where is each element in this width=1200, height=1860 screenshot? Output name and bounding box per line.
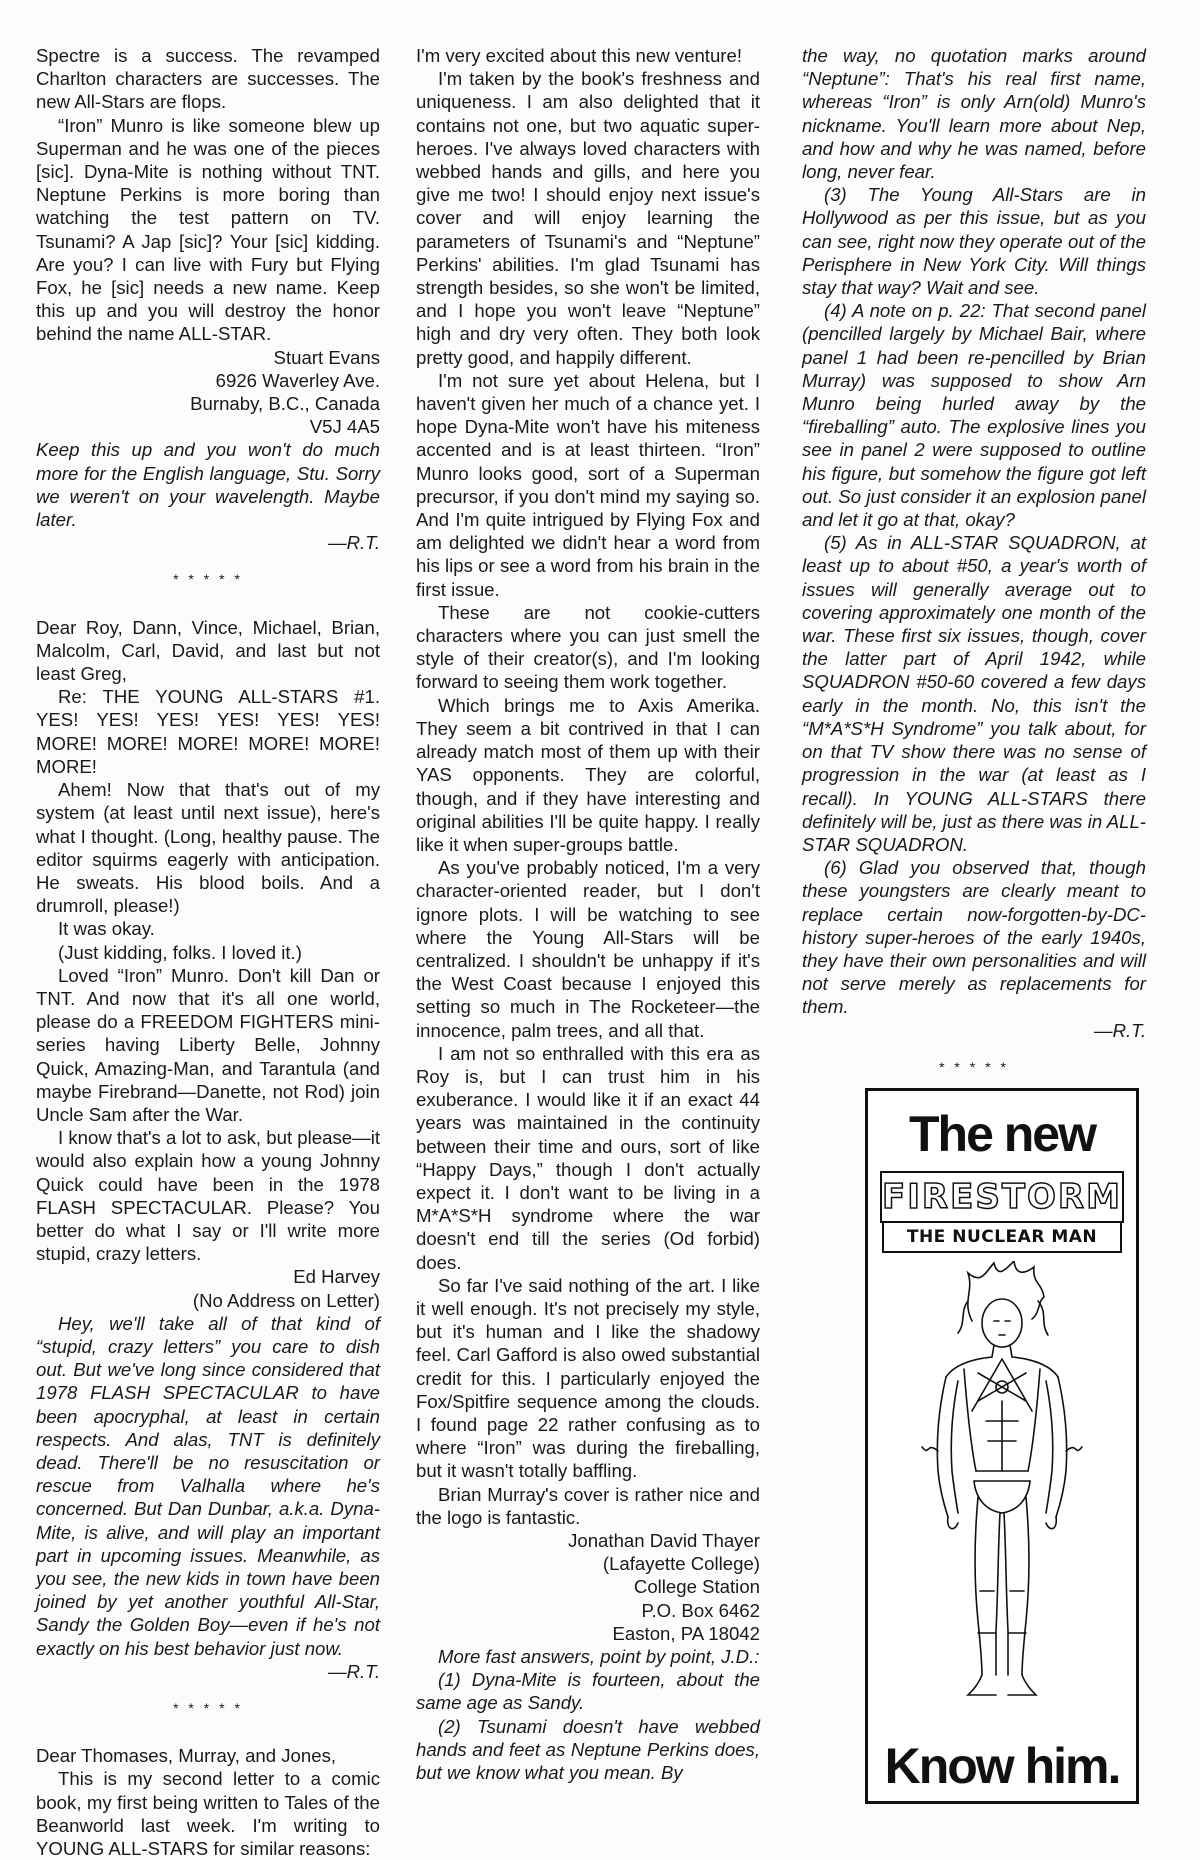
ad-tagline: Know him. <box>884 1738 1120 1794</box>
letter-paragraph: Dear Thomases, Murray, and Jones, <box>36 1745 337 1767</box>
letter-paragraph: Hey, we'll take all of that kind of “stupid, crazy letters” you care to dish out. But we've long since considered that 1978 FLASH SPECTACULAR to have been apocryphal, at least in certain respects. And alas, TNT is definitely dead. There'll be no resuscitation or rescue from Valhalla where he's concerned. But Dan Dunbar, a.k.a. Dyna-Mite, is alive, and will play an important part in upcoming issues. Meanwhile, as you see, the new kids in town have been joined by yet another youthful All-Star, Sandy the Golden Boy—even if he's not exactly on his best behavior just now. <box>36 1312 380 1659</box>
letter-paragraph: I'm very excited about this new venture! <box>416 45 742 66</box>
letters-column-1 <box>36 44 380 1860</box>
letters-column-3 <box>802 44 1146 1103</box>
section-divider: * * * * * <box>173 1700 243 1717</box>
letter-paragraph: —R.T. <box>327 1660 380 1682</box>
letter-paragraph: This is my second letter to a comic book, my first being written to Tales of the Beanworld last week. I'm writing to YOUNG ALL-STARS for similar reasons: <box>36 1768 380 1860</box>
letter-paragraph: —R.T. <box>1093 1019 1146 1041</box>
letter-paragraph: (5) As in ALL-STAR SQUADRON, at least up to about #50, a year's worth of issues will generally average out to covering approximately one month of the war. These first six issues, though, cover the latter part of April 1942, while SQUADRON #50-60 covered a few days early in the month. No, this isn't the “M*A*S*H Syndrome” you talk about, for on that TV show there was no sense of progression in the war (at least as I recall). In YOUNG ALL-STARS there definitely will be, just as there was in ALL-STAR SQUADRON. <box>802 532 1146 855</box>
section-divider: * * * * * <box>939 1058 1009 1075</box>
letter-paragraph: Loved “Iron” Munro. Don't kill Dan or TNT. And now that it's all one world, please do a FREEDOM FIGHTERS mini-series having Liberty Belle, Johnny Quick, Amazing-Man, and Tarantula (and maybe Firebrand—Danette, not Rod) join Uncle Sam after the War. <box>36 964 380 1125</box>
letter-paragraph: Ahem! Now that that's out of my system (at least until next issue), here's what I thought. (Long, healthy pause. The editor squirms eagerly with anticipation. He sweats. His blood boils. And a drumroll, please!) <box>36 779 380 917</box>
firestorm-figure-illustration <box>902 1261 1102 1701</box>
letter-paragraph: Brian Murray's cover is rather nice and the logo is fantastic. <box>416 1483 760 1528</box>
letter-paragraph: It was okay. <box>58 918 155 940</box>
letter-paragraph: I am not so enthralled with this era as Roy is, but I can trust him in his exuberance. I would like it if an exact 44 years was maintained in the continuity between their time and ours, sort of like “Happy Days,” though I don't actually expect it. I don't want to be living in a M*A*S*H syndrome where the war doesn't end till the series (Od forbid) does. <box>416 1042 760 1273</box>
letter-paragraph: “Iron” Munro is like someone blew up Superman and he was one of the pieces [sic]. Dyna-Mite is nothing without TNT. Neptune Perkins is more boring than watching the test pattern on TV. Tsunami? A Jap [sic]? Your [sic] kidding. Are you? I can live with Fury but Flying Fox, he [sic] needs a new name. Keep this up and you will destroy the honor behind the name ALL-STAR. <box>36 114 380 345</box>
letter-paragraph: I know that's a lot to ask, but please—it would also explain how a young Johnny Quick could have been in the 1978 FLASH SPECTACULAR. Please? You better do what I say or I'll write more stupid, crazy letters. <box>36 1127 380 1265</box>
letter-paragraph: Easton, PA 18042 <box>612 1622 760 1644</box>
letter-paragraph: Burnaby, B.C., Canada <box>190 393 380 415</box>
letter-paragraph: Dear Roy, Dann, Vince, Michael, Brian, Malcolm, Carl, David, and last but not least Greg, <box>36 616 380 685</box>
letter-paragraph: These are not cookie-cutters characters where you can just smell the style of their creator(s), and I'm looking forward to seeing them work together. <box>416 601 760 693</box>
letter-paragraph: (2) Tsunami doesn't have webbed hands and feet as Neptune Perkins does, but we know what you mean. By <box>416 1715 760 1784</box>
letter-paragraph: Jonathan David Thayer <box>568 1530 760 1551</box>
letter-paragraph: Stuart Evans <box>273 346 380 368</box>
letter-paragraph: —R.T. <box>327 532 380 554</box>
letter-paragraph: V5J 4A5 <box>309 416 380 438</box>
letter-paragraph: (4) A note on p. 22: That second panel (pencilled largely by Michael Bair, where panel 1 had been re-pencilled by Brian Murray) was supposed to show Arn Munro being hurled away by the “fireballing” auto. The explosive lines you see in panel 2 were supposed to outline his figure, but somehow the figure got left out. So just consider it an explosion panel and let it go at that, okay? <box>802 300 1146 531</box>
letter-paragraph: Re: THE YOUNG ALL-STARS #1. YES! YES! YES! YES! YES! YES! MORE! MORE! MORE! MORE! MORE! MORE! <box>36 686 380 777</box>
letter-paragraph: (6) Glad you observed that, though these youngsters are clearly meant to replace certain now-forgotten-by-DC-history super-heroes of the early 1940s, they have their own personalities and will not serve merely as replacements for them. <box>802 857 1146 1018</box>
firestorm-advertisement <box>865 1088 1139 1804</box>
letter-paragraph: Spectre is a success. The revamped Charlton characters are successes. The new All-Stars are flops. <box>36 45 380 113</box>
letter-paragraph: College Station <box>633 1576 760 1598</box>
letter-paragraph: (No Address on Letter) <box>192 1289 380 1311</box>
letter-paragraph: More fast answers, point by point, J.D.: <box>438 1646 760 1668</box>
letter-paragraph: (3) The Young All-Stars are in Hollywood as per this issue, but as you can see, right now they operate out of the Perisphere in New York City. Will things stay that way? Wait and see. <box>802 184 1146 299</box>
firestorm-logo: FIRESTORM <box>880 1171 1124 1223</box>
letter-paragraph: I'm taken by the book's freshness and uniqueness. I am also delighted that it contains not one, but two aquatic super-heroes. I've always loved characters with webbed hands and gills, and here you give me two! I should enjoy next issue's cover and will enjoy learning the parameters of Tsunami's and “Neptune” Perkins' abilities. I'm glad Tsunami has strength besides, so she won't be limited, and I hope you won't leave “Neptune” high and dry very often. They both look pretty good, and happily different. <box>416 68 760 368</box>
letter-paragraph: P.O. Box 6462 <box>641 1599 760 1621</box>
section-divider: * * * * * <box>173 571 243 588</box>
ad-title: The new <box>908 1106 1096 1162</box>
letter-paragraph: So far I've said nothing of the art. I like it well enough. It's not precisely my style, but it's human and I like the shadowy feel. Carl Gafford is also owed substantial credit for this. I particularly enjoyed the Fox/Spitfire sequence among the clouds. I found page 22 rather confusing as to where “Iron” was during the fireballing, but it wasn't totally baffling. <box>416 1274 760 1482</box>
letter-paragraph: Keep this up and you won't do much more for the English language, Stu. Sorry we weren't on your wavelength. Maybe later. <box>36 439 380 531</box>
letters-column-2 <box>416 44 760 1784</box>
ad-subtitle: THE NUCLEAR MAN <box>882 1221 1122 1253</box>
letter-paragraph: (Just kidding, folks. I loved it.) <box>58 941 302 963</box>
letter-paragraph: Which brings me to Axis Amerika. They seem a bit contrived in that I can already match most of them up with their YAS opponents. They are colorful, though, and if they have interesting and original abilities I'll be quite happy. I really like it when super-groups battle. <box>416 694 760 855</box>
letter-paragraph: (1) Dyna-Mite is fourteen, about the same age as Sandy. <box>416 1669 760 1714</box>
letter-paragraph: I'm not sure yet about Helena, but I haven't given her much of a chance yet. I hope Dyna-Mite won't have his miteness accented and is at least thirteen. “Iron” Munro looks good, sort of a Superman precursor, if you don't mind my saying so. And I'm quite intrigued by Flying Fox and am delighted we didn't hear a word from his lips or see a word from his brain in the first issue. <box>416 369 760 600</box>
letter-paragraph: (Lafayette College) <box>602 1553 760 1575</box>
letter-paragraph: Ed Harvey <box>293 1266 380 1288</box>
letter-paragraph: As you've probably noticed, I'm a very character-oriented reader, but I don't ignore plots. I will be watching to see where the Young All-Stars will be centralized. I shouldn't be unhappy if it's the West Coast because I enjoyed this setting so much in The Rocketeer—the innocence, palm trees, and all that. <box>416 857 760 1041</box>
letter-paragraph: the way, no quotation marks around “Neptune”: That's his real first name, whereas “Iron” is only Arn(old) Munro's nickname. You'll learn more about Nep, and how and why he was named, before long, never fear. <box>802 45 1146 183</box>
letter-paragraph: 6926 Waverley Ave. <box>215 369 380 391</box>
